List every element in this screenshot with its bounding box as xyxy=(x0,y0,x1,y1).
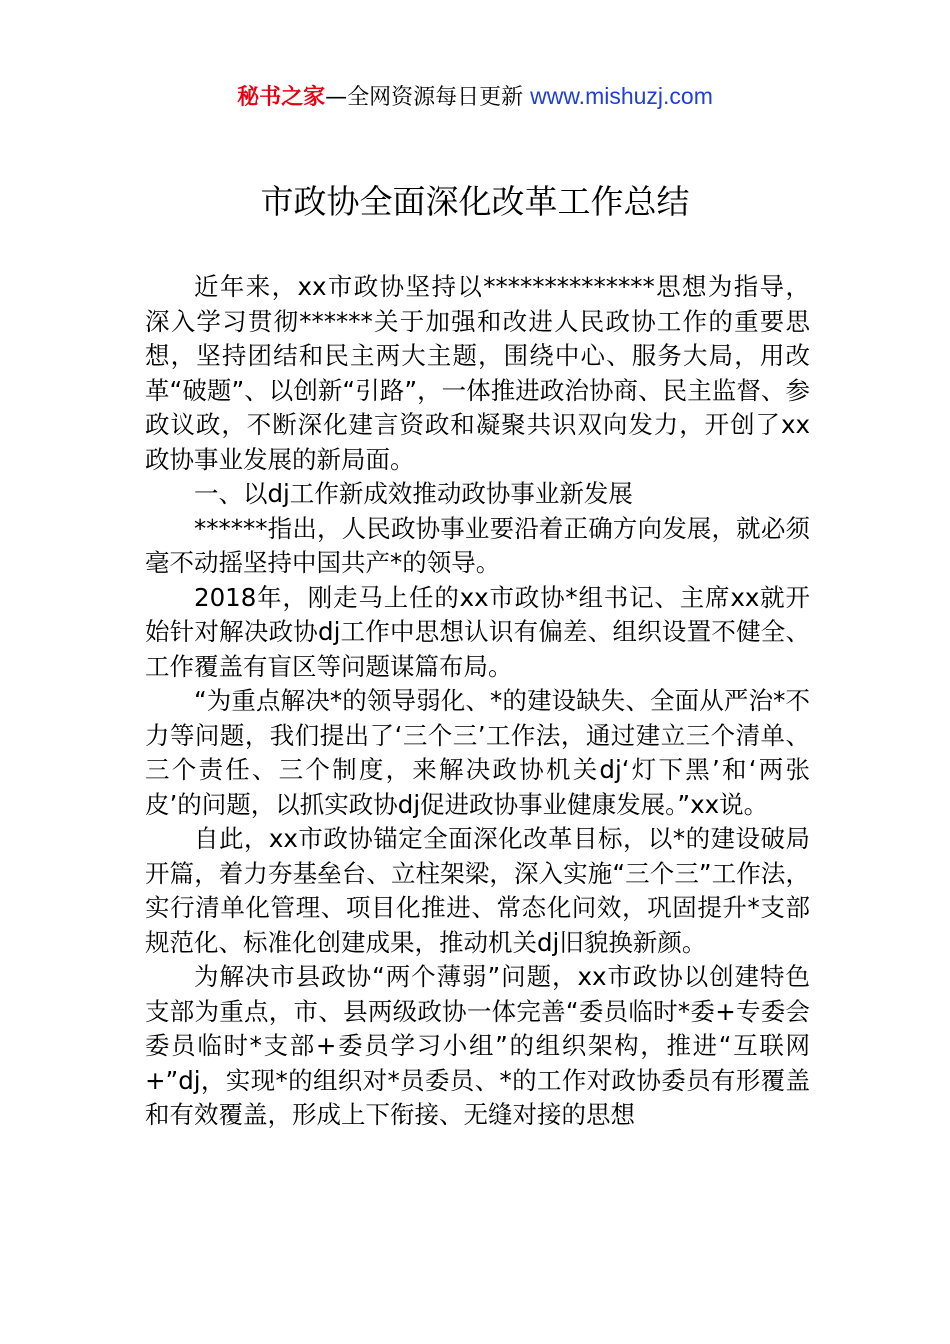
paragraph-body: 2018年，刚走马上任的xx市政协*组书记、主席xx就开始针对解决政协dj工作中思想认识有偏差、组织设置不健全、工作覆盖有盲区等问题谋篇布局。 xyxy=(145,582,810,681)
document-body xyxy=(145,270,810,1133)
section-heading: 一、以dj工作新成效推动政协事业新发展 xyxy=(194,479,633,508)
site-brand: 秘书之家 xyxy=(237,85,326,110)
paragraph-body: 自此，xx市政协锚定全面深化改革目标，以*的建设破局开篇，着力夯基垒台、立柱架梁，深入实施“三个三”工作法，实行清单化管理、项目化推进、常态化问效，巩固提升*支部规范化、标准化创建成果，推动机关dj旧貌换新颜。 xyxy=(145,824,810,957)
document-title: 市政协全面深化改革工作总结 xyxy=(260,182,690,221)
site-header xyxy=(0,80,950,114)
site-url-link[interactable]: www.mishuzj.com xyxy=(530,83,713,109)
site-slogan: —全网资源每日更新 xyxy=(325,85,531,110)
paragraph-body: ******指出，人民政协事业要沿着正确方向发展，就必须毫不动摇坚持中国共产*的领导。 xyxy=(145,513,810,577)
paragraph-body: 为解决市县政协“两个薄弱”问题，xx市政协以创建特色支部为重点，市、县两级政协一体完善“委员临时*委+专委会委员临时*支部+委员学习小组”的组织架构，推进“互联网+”dj，实现*的组织对*员委员、*的工作对政协委员有形覆盖和有效覆盖，形成上下衔接、无缝对接的思想 xyxy=(145,962,810,1129)
paragraph-intro: 近年来，xx市政协坚持以**************思想为指导，深入学习贯彻******关于加强和改进人民政协工作的重要思想，坚持团结和民主两大主题，围绕中心、服务大局，用改革“破题”、以创新“引路”，一体推进政治协商、民主监督、参政议政，不断深化建言资政和凝聚共识双向发力，开创了xx政协事业发展的新局面。 xyxy=(145,272,810,474)
paragraph-quote: “为重点解决*的领导弱化、*的建设缺失、全面从严治*不力等问题，我们提出了‘三个三’工作法，通过建立三个清单、三个责任、三个制度，来解决政协机关dj‘灯下黑’和‘两张皮’的问题，以抓实政协dj促进政协事业健康发展。”xx说。 xyxy=(145,686,810,819)
